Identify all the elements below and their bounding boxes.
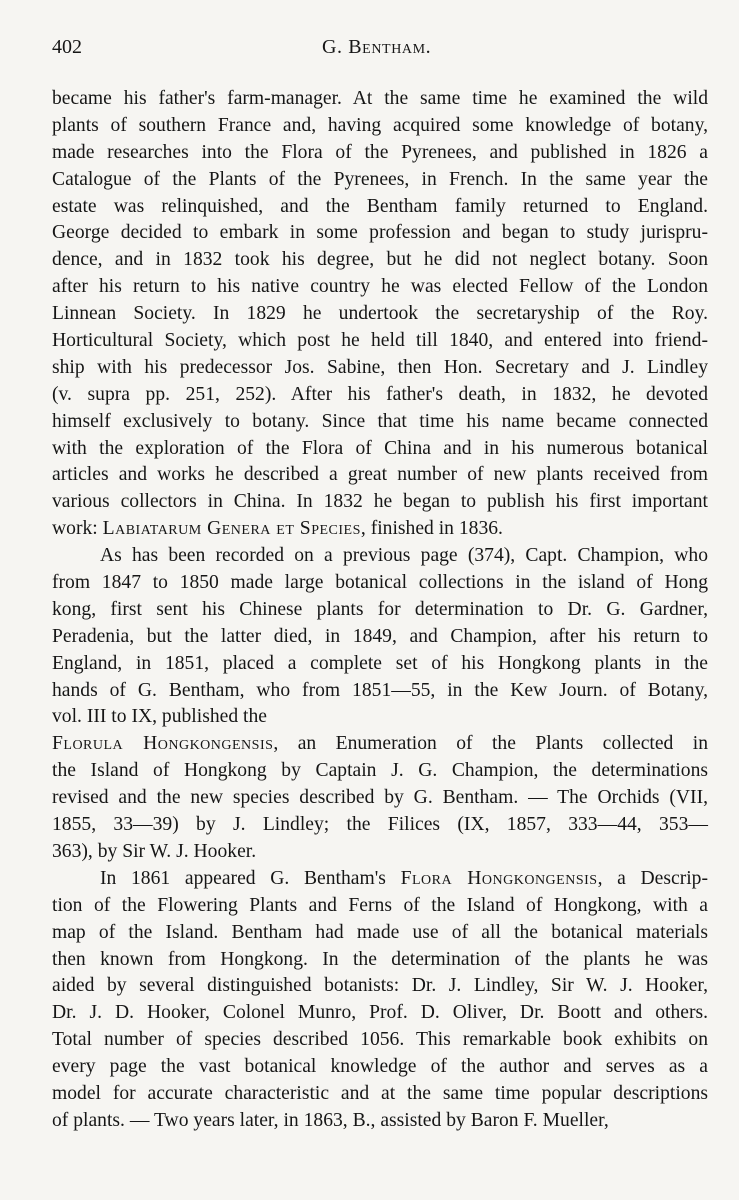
text-line [52,651,708,678]
text-segment: model for accurate characteristic and at the same time popular descriptions [52,1082,708,1104]
text-line [52,839,708,866]
text-segment: revised and the new species described by G. Bentham. — The Orchids (VII, [52,787,708,809]
text-segment: from 1847 to 1850 made large botanical collections in the island of Hong [52,572,708,594]
text-segment: , a Descrip- [597,867,708,889]
text-line [52,731,708,758]
text-segment: , an Enumeration of the Plants collected in [273,733,709,755]
text-segment: various collectors in China. In 1832 he began to publish his first important [52,491,708,513]
text-segment: plants of southern France and, having acquired some knowledge of botany, [52,114,708,136]
text-segment: the Island of Hongkong by Captain J. G. Champion, the determinations [52,760,708,782]
text-segment: hands of G. Bentham, who from 1851—55, in the Kew Journ. of Botany, [52,679,708,701]
text-line [52,812,708,839]
paragraph [52,86,708,543]
text-line [52,516,708,543]
text-segment: after his return to his native country he was elected Fellow of the London [52,276,708,298]
text-line [52,570,708,597]
text-segment: vol. III to IX, published the [52,706,267,728]
text-segment: himself exclusively to botany. Since that time his name became connected [52,410,708,432]
text-line [52,543,708,570]
book-title: Labiatarum Genera et Species [102,518,361,540]
text-line [52,785,708,812]
text-segment: Catalogue of the Plants of the Pyrenees, in French. In the same year the [52,168,708,190]
text-segment: map of the Island. Bentham had made use of all the botanical materials [52,921,708,943]
text-line [52,1081,708,1108]
text-segment: 1855, 33—39) by J. Lindley; the Filices (IX, 1857, 333—44, 353— [52,814,708,836]
text-line [52,436,708,463]
paragraph [52,543,708,731]
text-segment: Linnean Society. In 1829 he undertook the secretaryship of the Roy. [52,303,708,325]
text-segment: made researches into the Flora of the Pyrenees, and published in 1826 a [52,141,708,163]
text-segment: Dr. J. D. Hooker, Colonel Munro, Prof. D. Oliver, Dr. Boott and others. [52,1002,708,1024]
text-line [52,382,708,409]
body-text [52,86,708,1135]
text-line [52,247,708,274]
text-segment: kong, first sent his Chinese plants for determination to Dr. G. Gardner, [52,598,708,620]
running-head: G. Bentham. [322,36,432,58]
text-segment: dence, and in 1832 took his degree, but he did not neglect botany. Soon [52,249,708,271]
text-line [52,1027,708,1054]
page-header [52,36,705,66]
text-segment: George decided to embark in some profession and began to study jurispru- [52,222,708,244]
text-line [52,624,708,651]
text-segment: Total number of species described 1056. This remarkable book exhibits on [52,1029,708,1051]
text-line [52,86,708,113]
text-segment: Horticultural Society, which post he held till 1840, and entered into friend- [52,330,708,352]
paragraph [52,731,708,865]
text-segment: ship with his predecessor Jos. Sabine, then Hon. Secretary and J. Lindley [52,356,708,378]
text-line [52,678,708,705]
text-line [52,462,708,489]
text-line [52,113,708,140]
text-segment: Peradenia, but the latter died, in 1849, and Champion, after his return to [52,625,708,647]
text-line [52,220,708,247]
text-line [52,301,708,328]
text-segment: work: [52,518,103,540]
text-segment: every page the vast botanical knowledge of the author and serves as a [52,1056,708,1078]
text-line [52,973,708,1000]
text-line [52,1054,708,1081]
text-segment: As has been recorded on a previous page (374), Capt. Champion, who [100,545,708,567]
text-line [52,167,708,194]
book-title: Florula Hongkongensis [52,733,274,755]
text-segment: , finished in 1836. [360,518,503,540]
text-line [52,489,708,516]
text-segment: England, in 1851, placed a complete set of his Hongkong plants in the [52,652,708,674]
text-line [52,893,708,920]
text-segment: then known from Hongkong. In the determination of the plants he was [52,948,708,970]
page-number: 402 [52,36,82,58]
text-segment: of plants. — Two years later, in 1863, B., assisted by Baron F. Mueller, [52,1109,609,1131]
text-segment: became his father's farm-manager. At the same time he examined the wild [52,88,708,109]
text-line [52,758,708,785]
text-segment: In 1861 appeared G. Bentham's [100,867,401,889]
text-line [52,1000,708,1027]
text-line [52,409,708,436]
text-line [52,947,708,974]
text-segment: estate was relinquished, and the Bentham family returned to England. [52,195,708,217]
text-segment: (v. supra pp. 251, 252). After his father's death, in 1832, he devoted [52,383,708,405]
book-title: Flora Hongkongensis [400,867,598,889]
text-line [52,140,708,167]
text-line [52,355,708,382]
text-segment: with the exploration of the Flora of China and in his numerous botanical [52,437,708,459]
text-line [52,597,708,624]
text-line [52,274,708,301]
text-line [52,194,708,221]
text-line [52,920,708,947]
text-segment: 363), by Sir W. J. Hooker. [52,840,257,862]
text-line [52,1108,708,1135]
text-segment: articles and works he described a great number of new plants received from [52,464,708,486]
paragraph [52,866,708,1135]
text-segment: aided by several distinguished botanists: Dr. J. Lindley, Sir W. J. Hooker, [52,975,708,997]
text-line [52,704,708,731]
text-line [52,866,708,893]
text-line [52,328,708,355]
text-segment: tion of the Flowering Plants and Ferns of the Island of Hongkong, with a [52,894,708,916]
